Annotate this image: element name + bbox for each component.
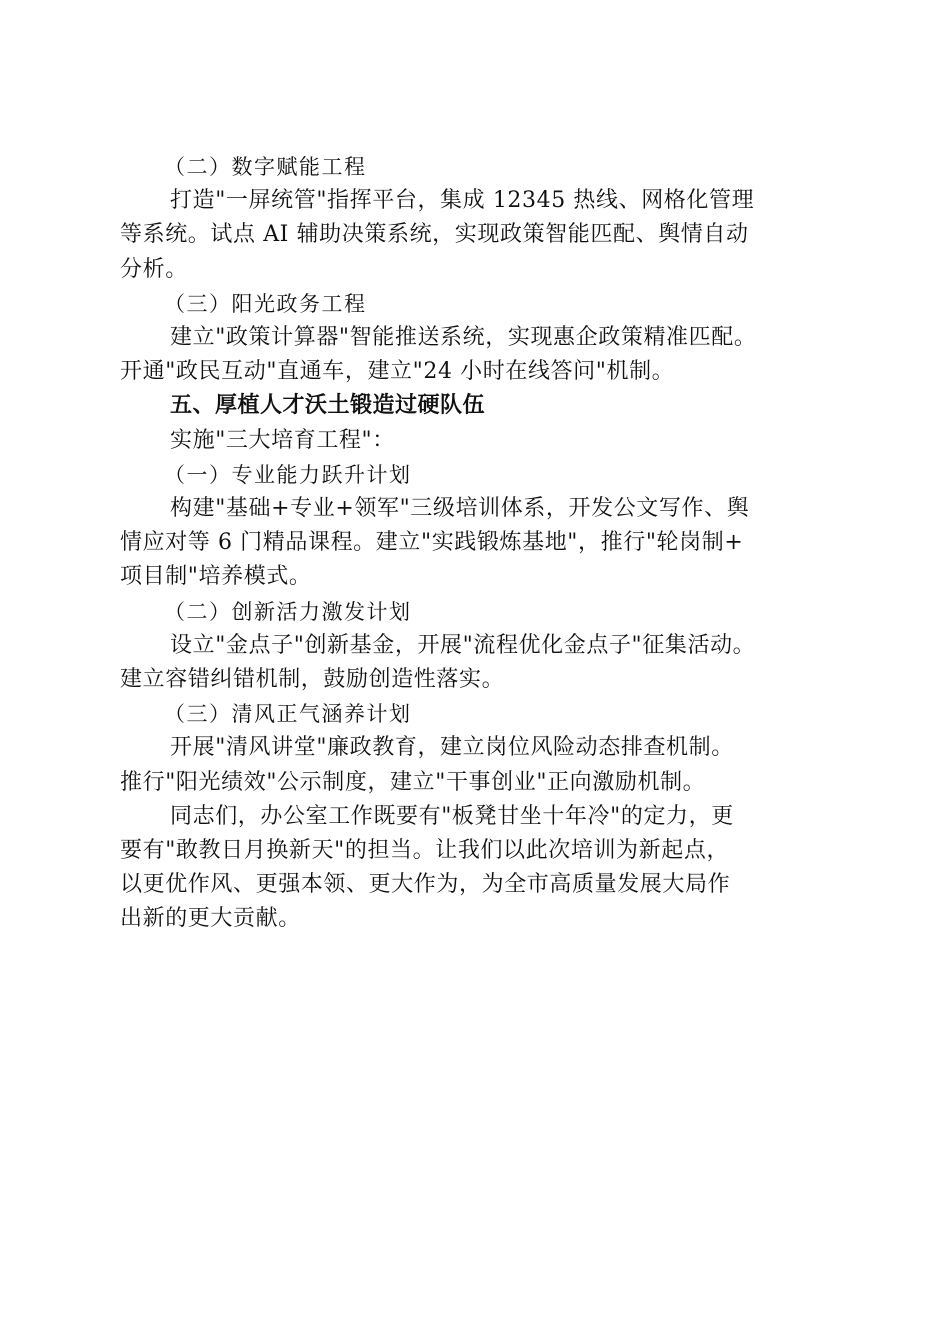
paragraph-line: 情应对等 6 门精品课程。建立"实践锻炼基地"，推行"轮岗制+ [120, 530, 744, 556]
paragraph-line: 分析。 [120, 256, 188, 282]
paragraph-line: 等系统。试点 AI 辅助决策系统，实现政策智能匹配、舆情自动 [120, 222, 749, 248]
closing-paragraph-line: 要有"敢教日月换新天"的担当。让我们以此次培训为新起点， [120, 838, 730, 864]
paragraph-line: 推行"阳光绩效"公示制度，建立"干事创业"正向激励机制。 [120, 769, 706, 795]
subsection-title-sunshine-government: （三）阳光政务工程 [164, 291, 367, 316]
paragraph-line: 设立"金点子"创新基金，开展"流程优化金点子"征集活动。 [170, 632, 756, 658]
subsection-title-digital-empowerment: （二）数字赋能工程 [164, 155, 367, 179]
closing-paragraph-line: 出新的更大贡献。 [120, 906, 301, 932]
subsection-title-integrity: （三）清风正气涵养计划 [164, 702, 412, 727]
paragraph-line: 开通"政民互动"直通车，建立"24 小时在线答问"机制。 [120, 359, 675, 385]
closing-paragraph-line: 以更优作风、更强本领、更大作为，为全市高质量发展大局作 [120, 872, 731, 898]
closing-paragraph-line: 同志们，办公室工作既要有"板凳甘坐十年冷"的定力，更 [170, 803, 734, 829]
paragraph-line: 开展"清风讲堂"廉政教育，建立岗位风险动态排查机制。 [170, 735, 734, 761]
paragraph-line: 建立容错纠错机制，鼓励创造性落实。 [120, 667, 505, 693]
subsection-title-professional-ability: （一）专业能力跃升计划 [164, 462, 412, 487]
document-body [120, 150, 836, 937]
paragraph-line: 项目制"培养模式。 [120, 564, 312, 590]
paragraph-line: 打造"一屏统管"指挥平台，集成 12345 热线、网格化管理 [170, 188, 755, 214]
paragraph-line: 构建"基础+专业+领军"三级培训体系，开发公文写作、舆 [170, 496, 750, 522]
paragraph-line: 建立"政策计算器"智能推送系统，实现惠企政策精准匹配。 [170, 325, 757, 351]
section-intro: 实施"三大培育工程"： [170, 427, 395, 453]
section-heading-talent: 五、厚植人才沃土锻造过硬队伍 [170, 393, 486, 419]
subsection-title-innovation: （二）创新活力激发计划 [164, 599, 412, 624]
